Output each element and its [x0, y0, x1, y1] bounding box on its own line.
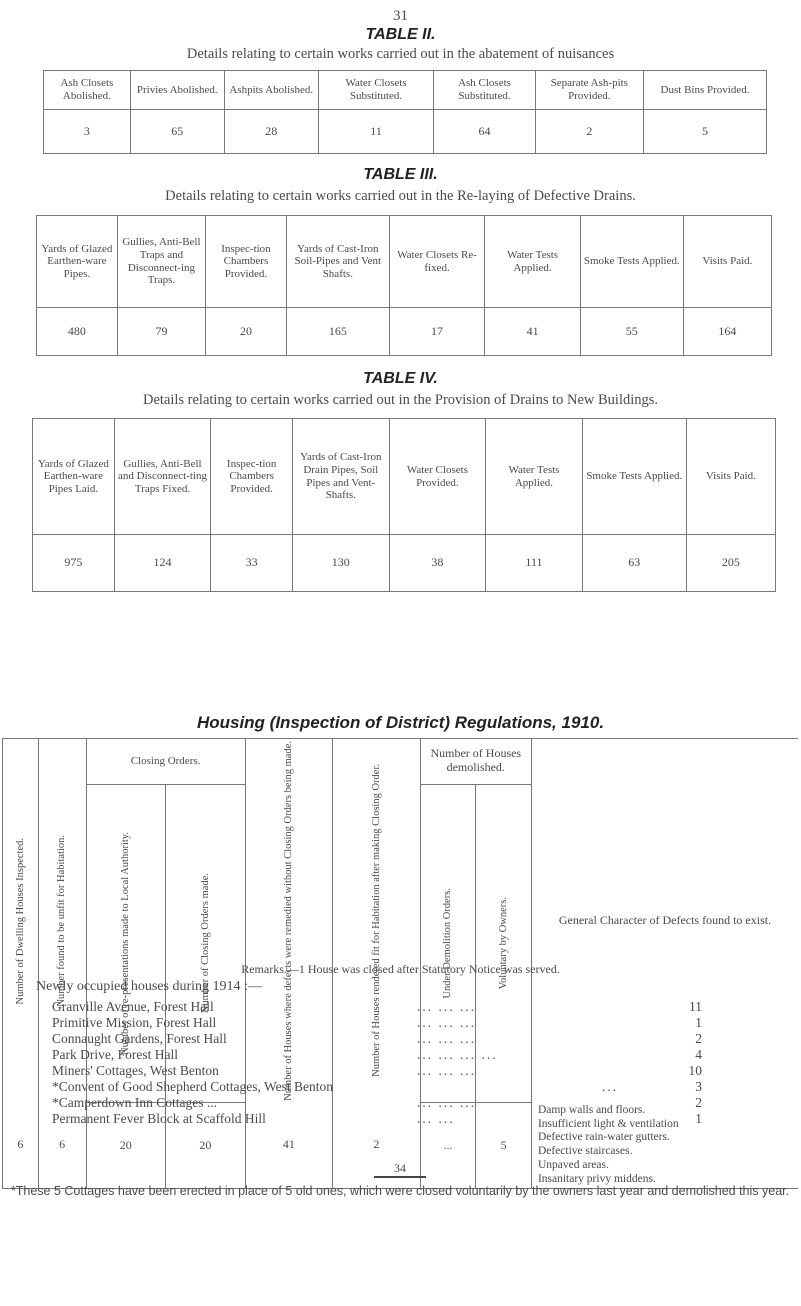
housing-header-general: General Character of Defects found to exist.	[531, 739, 798, 1103]
list-item	[52, 999, 702, 1015]
housing-header-text: Number of Closing Orders made.	[199, 873, 211, 1014]
table4-header: Yards of Cast-Iron Drain Pipes, Soil Pipes and Vent-Shafts.	[293, 419, 390, 535]
table3-header: Smoke Tests Applied.	[580, 216, 683, 308]
table4-cell: 111	[486, 535, 583, 592]
table4-header: Water Closets Provided.	[389, 419, 486, 535]
list-item-dots: ... ... ...	[417, 1015, 477, 1030]
list-item-dots: ...	[602, 1079, 619, 1094]
list-item-name: Permanent Fever Block at Scaffold Hill	[52, 1111, 266, 1126]
table2-header: Separate Ash-pits Provided.	[535, 71, 643, 110]
defect-item: Insanitary privy middens.	[537, 1172, 656, 1185]
table4-description: Details relating to certain works carried out in the Provision of Drains to New Buildings.	[142, 392, 659, 408]
table2-cell: 2	[535, 110, 643, 154]
list-item	[52, 1079, 702, 1095]
table4-cell: 130	[293, 535, 390, 592]
list-item-count: 2	[695, 1095, 702, 1110]
housing-cell: 5	[476, 1103, 532, 1188]
list-item-name: Granville Avenue, Forest Hall	[52, 999, 214, 1014]
table4-header: Yards of Glazed Earthen-ware Pipes Laid.	[33, 419, 115, 535]
table2	[43, 70, 767, 154]
list-item-count: 3	[695, 1079, 702, 1094]
table2-header: Ashpits Abolished.	[224, 71, 318, 110]
table3	[36, 215, 772, 356]
defect-item: Defective staircases.	[537, 1145, 633, 1158]
list-item-dots: ... ... ... ...	[417, 1047, 498, 1062]
table3-header: Inspec-tion Chambers Provided.	[206, 216, 287, 308]
table2-description: Details relating to certain works carried out in the abatement of nuisances	[186, 46, 615, 62]
list-item	[52, 1031, 702, 1047]
table4-title: TABLE IV.	[363, 370, 438, 387]
table3-header: Visits Paid.	[683, 216, 771, 308]
table3-cell: 480	[37, 308, 118, 356]
housing-header-inspected	[3, 739, 39, 1103]
table3-cell: 165	[286, 308, 389, 356]
table3-cell: 79	[117, 308, 205, 356]
table4-cell: 975	[33, 535, 115, 592]
housing-header-text: Number of re-presentations made to Local Authority.	[120, 831, 132, 1055]
list-item-count: 4	[695, 1047, 702, 1062]
table2-title: TABLE II.	[365, 26, 436, 43]
table4	[32, 418, 776, 592]
list-item-count: 11	[689, 999, 702, 1014]
table4-cell: 205	[686, 535, 775, 592]
housing-title: Housing (Inspection of District) Regulations, 1910.	[196, 713, 605, 732]
housing-header-text: Number of Houses where defects were remedied without Closing Orders being made.	[283, 741, 295, 1101]
defect-item: Damp walls and floors.	[537, 1103, 646, 1116]
table4-header: Smoke Tests Applied.	[582, 419, 686, 535]
table3-header: Yards of Glazed Earthen-ware Pipes.	[37, 216, 118, 308]
table2-header: Privies Abolished.	[130, 71, 224, 110]
table3-title: TABLE III.	[363, 166, 438, 183]
list-item-name: Miners' Cottages, West Benton	[52, 1063, 219, 1078]
table4-header: Visits Paid.	[686, 419, 775, 535]
table3-cell: 17	[389, 308, 485, 356]
table2-cell: 3	[44, 110, 131, 154]
table3-cell: 164	[683, 308, 771, 356]
newly-occupied-title: Newly occupied houses during 1914 :—	[36, 979, 262, 994]
table4-header: Gullies, Anti-Bell and Disconnect-ting Traps Fixed.	[114, 419, 211, 535]
list-item	[52, 1063, 702, 1079]
list-item-dots: ... ... ...	[417, 1031, 477, 1046]
table3-cell: 55	[580, 308, 683, 356]
housing-group-demolished: Number of Houses demolished.	[420, 739, 531, 785]
table3-header: Water Tests Applied.	[485, 216, 581, 308]
table4-header: Water Tests Applied.	[486, 419, 583, 535]
table2-header: Ash Closets Abolished.	[44, 71, 131, 110]
housing-cell: 20	[86, 1103, 166, 1188]
table4-cell: 63	[582, 535, 686, 592]
table3-header: Gullies, Anti-Bell Traps and Disconnect-ing Traps.	[117, 216, 205, 308]
housing-header-text: Number found to be unfit for Habitation.	[56, 835, 68, 1007]
table4-cell: 38	[389, 535, 486, 592]
table3-cell: 41	[485, 308, 581, 356]
footnote: *These 5 Cottages have been erected in place of 5 old ones, which were closed voluntarily by the owners last year and demolished this year.	[10, 1184, 790, 1198]
table2-cell: 28	[224, 110, 318, 154]
list-item-dots: ... ... ...	[417, 1063, 477, 1078]
defect-item: Defective rain-water gutters.	[537, 1131, 670, 1144]
housing-header-text: Voluntary by Owners.	[497, 897, 509, 990]
list-item	[52, 1111, 702, 1127]
list-item-dots: ... ...	[417, 1111, 455, 1126]
housing-cell: 2	[333, 1103, 421, 1188]
list-item-count: 1	[695, 1015, 702, 1030]
list-item-dots: ... ... ...	[417, 999, 477, 1014]
housing-header-text: Under Demolition Orders.	[442, 888, 454, 999]
table3-header: Yards of Cast-Iron Soil-Pipes and Vent Shafts.	[286, 216, 389, 308]
table2-cell: 5	[644, 110, 767, 154]
table2-cell: 65	[130, 110, 224, 154]
table3-header: Water Closets Re-fixed.	[389, 216, 485, 308]
list-item-name: *Convent of Good Shepherd Cottages, West Benton	[52, 1079, 334, 1094]
divider	[374, 1176, 426, 1178]
list-item-count: 10	[688, 1063, 702, 1078]
housing-header-text: Number of Houses rendered fit for Habitation after making Closing Order.	[370, 764, 382, 1078]
list-item-count: 1	[695, 1111, 702, 1126]
table4-cell: 33	[211, 535, 293, 592]
list-item-count: 2	[695, 1031, 702, 1046]
housing-group-closing: Closing Orders.	[86, 739, 245, 785]
table2-cell: 64	[434, 110, 535, 154]
table2-header: Dust Bins Provided.	[644, 71, 767, 110]
list-item-name: *Camperdown Inn Cottages ...	[52, 1095, 217, 1110]
list-item-dots: ... ... ...	[417, 1095, 477, 1110]
list-item	[52, 1095, 702, 1111]
defect-item: Unpaved areas.	[537, 1159, 609, 1171]
housing-cell: 41	[245, 1103, 333, 1188]
newly-occupied-list	[52, 999, 702, 1127]
list-item-name: Primitive Mission, Forest Hall	[52, 1015, 217, 1030]
housing-cell: 6	[38, 1103, 86, 1188]
table2-header: Ash Closets Substituted.	[434, 71, 535, 110]
list-item-name: Park Drive, Forest Hall	[52, 1047, 178, 1062]
housing-cell: 20	[166, 1103, 246, 1188]
list-item	[52, 1015, 702, 1031]
table4-header: Inspec-tion Chambers Provided.	[211, 419, 293, 535]
list-item	[52, 1047, 702, 1063]
housing-cell: 6	[3, 1103, 39, 1188]
housing-cell: ...	[420, 1103, 476, 1188]
total-count: 34	[394, 1161, 406, 1175]
table4-cell: 124	[114, 535, 211, 592]
table3-description: Details relating to certain works carried out in the Re-laying of Defective Drains.	[165, 188, 636, 204]
remarks: Remarks.—1 House was closed after Statutory Notice was served.	[241, 962, 560, 976]
housing-header-text: Number of Dwelling Houses Inspected.	[14, 837, 26, 1005]
table2-header: Water Closets Substituted.	[318, 71, 434, 110]
table2-cell: 11	[318, 110, 434, 154]
table3-cell: 20	[206, 308, 287, 356]
page-number: 31	[393, 8, 408, 24]
defect-item: Insufficient light & ventilation	[537, 1117, 679, 1130]
list-item-name: Connaught Gardens, Forest Hall	[52, 1031, 227, 1046]
